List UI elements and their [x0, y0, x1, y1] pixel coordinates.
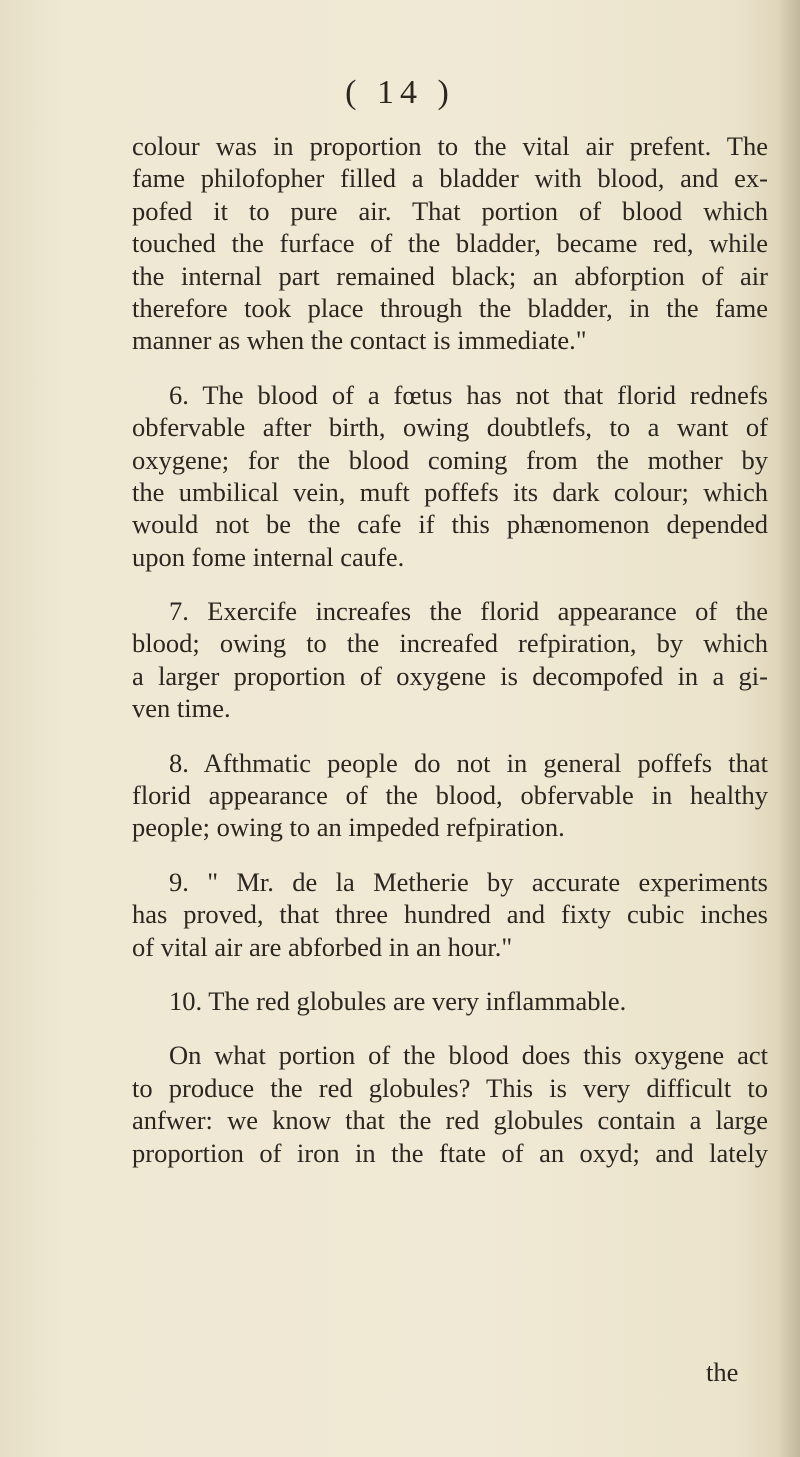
paragraph-closing	[132, 1039, 768, 1169]
text-line: would not be the cafe if this phænomenon depended	[132, 509, 768, 540]
text-line: people; owing to an impeded refpiration.	[132, 812, 565, 843]
text-line: colour was in proportion to the vital air prefent. The	[132, 131, 768, 161]
catchword: the	[706, 1357, 739, 1387]
text-line: anfwer: we know that the red globules contain a large	[132, 1105, 768, 1136]
text-line: a larger proportion of oxygene is decompofed in a gi-	[132, 660, 768, 691]
text-line: 9. " Mr. de la Metherie by accurate experiments	[169, 866, 768, 897]
text-line: has proved, that three hundred and fixty cubic inches	[132, 899, 768, 930]
paragraph-item-9	[132, 866, 768, 963]
text-line: the umbilical vein, muft poffefs its dark colour; which	[132, 476, 768, 507]
paragraph-item-7	[132, 595, 768, 725]
text-line: pofed it to pure air. That portion of blood which	[132, 195, 768, 226]
body-text	[132, 130, 768, 1169]
page-number: ( 14 )	[345, 74, 455, 111]
text-line: touched the furface of the bladder, became red, while	[132, 228, 768, 259]
text-line: On what portion of the blood does this oxygene act	[169, 1040, 768, 1071]
text-line: 7. Exercife increafes the florid appearance of the	[169, 596, 768, 627]
text-line: ven time.	[132, 693, 231, 724]
text-line: 8. Afthmatic people do not in general poffefs that	[169, 747, 768, 778]
text-line: upon fome internal caufe.	[132, 541, 405, 572]
text-line: oxygene; for the blood coming from the mother by	[132, 444, 768, 475]
text-line: fame philofopher filled a bladder with blood, and ex-	[132, 163, 768, 194]
text-line: the internal part remained black; an abforption of air	[132, 260, 768, 291]
paragraph-item-6	[132, 379, 768, 573]
page-edge-shadow	[778, 0, 800, 1457]
text-line: florid appearance of the blood, obfervable in healthy	[132, 780, 768, 811]
text-line: proportion of iron in the ftate of an oxyd; and lately	[132, 1137, 768, 1168]
paragraph-continuation	[132, 130, 768, 357]
text-line: manner as when the contact is immediate."	[132, 325, 587, 356]
text-line: to produce the red globules? This is very difficult to	[132, 1072, 768, 1103]
text-line: 6. The blood of a fœtus has not that florid rednefs	[169, 379, 768, 410]
text-line: blood; owing to the increafed refpiration, by which	[132, 628, 768, 659]
paragraph-item-10	[132, 985, 768, 1017]
text-line: of vital air are abforbed in an hour."	[132, 931, 513, 962]
text-line: 10. The red globules are very inflammable.	[169, 985, 627, 1016]
text-line: therefore took place through the bladder, in the fame	[132, 292, 768, 323]
text-line: obfervable after birth, owing doubtlefs, to a want of	[132, 412, 768, 443]
paragraph-item-8	[132, 747, 768, 844]
